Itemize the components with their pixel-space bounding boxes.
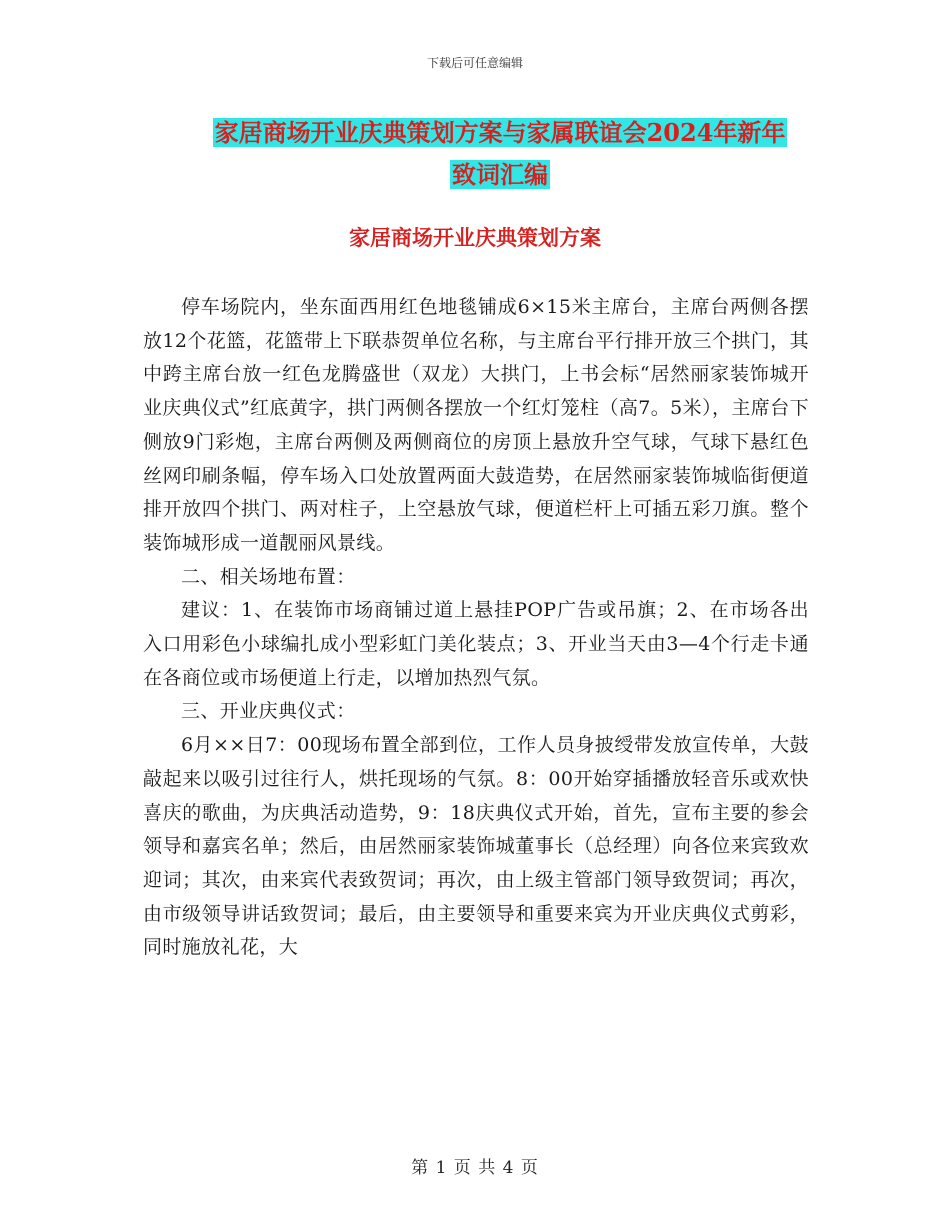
paragraph: 停车场院内，坐东面西用红色地毯铺成6×15米主席台，主席台两侧各摆放12个花篮，花篮带上下联恭贺单位名称，与主席台平行排开放三个拱门，其中跨主席台放一红色龙腾盛世（双龙）大拱门，上书会标“居然丽家装饰城开业庆典仪式”红底黄字，拱门两侧各摆放一个红灯笼柱（高7。5米），主席台下侧放9门彩炮，主席台两侧及两侧商位的房顶上悬放升空气球，气球下悬红色丝网印刷条幅，停车场入口处放置两面大鼓造势，在居然丽家装饰城临街便道排开放四个拱门、两对柱子，上空悬放气球，便道栏杆上可插五彩刀旗。整个装饰城形成一道靓丽风景线。: [143, 296, 809, 554]
paragraph-heading: 三、开业庆典仪式：: [181, 700, 356, 723]
paragraph: 6月××日7：00现场布置全部到位，工作人员身披绶带发放宣传单，大鼓敲起来以吸引过往行人，烘托现场的气氛。8：00开始穿插播放轻音乐或欢快喜庆的歌曲，为庆典活动造势，9：18庆典仪式开始，首先，宣布主要的参会领导和嘉宾名单；然后，由居然丽家装饰城董事长（总经理）向各位来宾致欢迎词；其次，由来宾代表致贺词；再次，由上级主管部门领导致贺词；再次，由市级领导讲话致贺词；最后，由主要领导和重要来宾为开业庆典仪式剪彩，同时施放礼花，大: [143, 734, 809, 959]
section-title: 家居商场开业庆典策划方案: [349, 225, 601, 250]
document-body: [143, 291, 809, 965]
document-title-line2: 致词汇编: [452, 160, 548, 189]
document-title-line1: 家居商场开业庆典策划方案与家属联谊会2024年新年: [214, 118, 786, 147]
page-number: 第 1 页 共 4 页: [411, 1158, 539, 1178]
paragraph: 建议：1、在装饰市场商铺过道上悬挂POP广告或吊旗；2、在市场各出入口用彩色小球编扎成小型彩虹门美化装点；3、开业当天由3—4个行走卡通在各商位或市场便道上行走，以增加热烈气氛。: [143, 599, 809, 689]
paragraph-heading: 二、相关场地布置：: [181, 565, 356, 588]
document-title: [140, 112, 860, 196]
header-note: 下载后可任意编辑: [426, 56, 523, 70]
